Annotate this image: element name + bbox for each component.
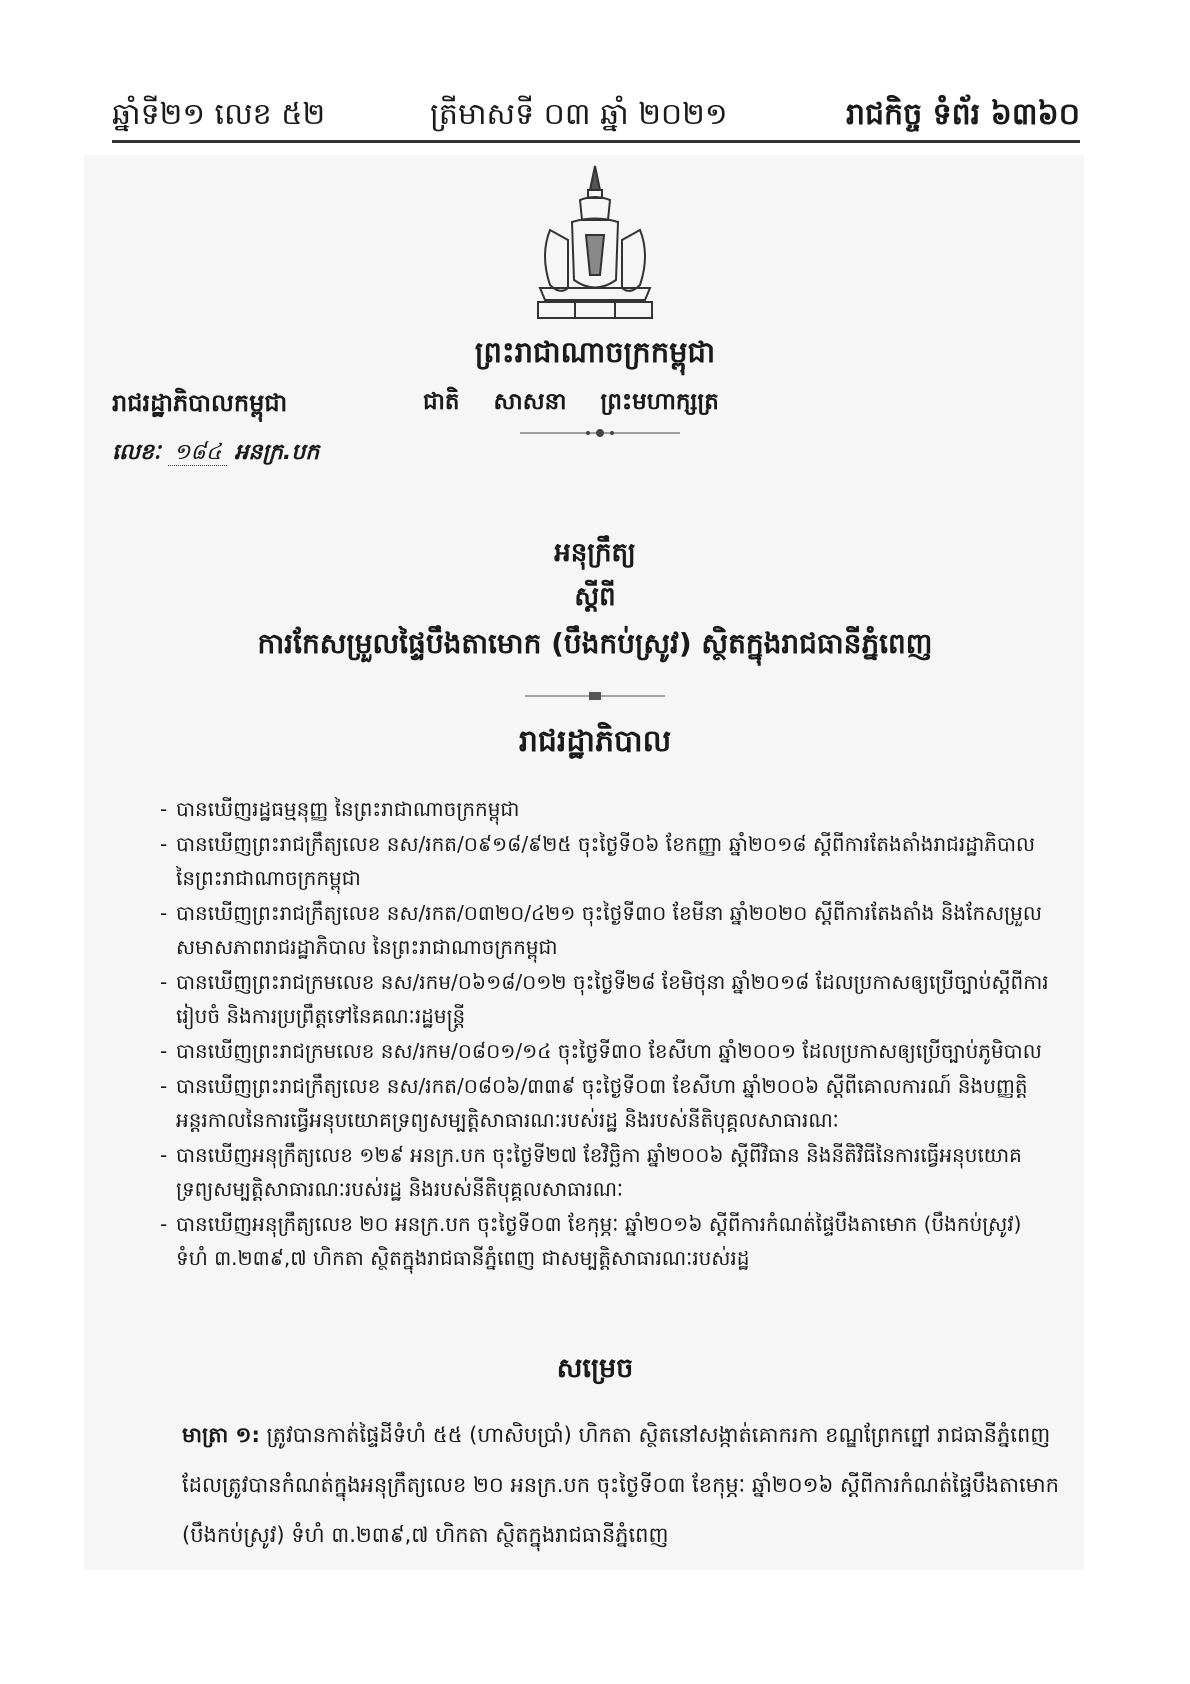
article-1-text: ត្រូវបានកាត់ផ្ទៃដីទំហំ ៥៥ (ហាសិបប្រាំ) ហិកតា ស្ថិតនៅសង្កាត់គោករកា ខណ្ឌព្រែកព្នៅ រាជធានីភ្នំពេញ ដែលត្រូវបានកំណត់ក្នុងអនុក្រឹត្យលេខ ២០ អនក្រ.បក ចុះថ្ងៃទី០៣ ខែកុម្ភៈ ឆ្នាំ២០១៦ ស្តីពីការកំណត់ផ្ទៃបឹងតាមោក (បឹងកប់ស្រូវ) ទំហំ ៣.២៣៩,៧ ហិកតា ស្ថិតក្នុងរាជធានីភ្នំពេញ [182,1423,1059,1547]
header-divider [112,140,1080,143]
recital-item: - បានឃើញព្រះរាជក្រឹត្យលេខ នស/រកត/០៨០៦/៣៣៩ ចុះថ្ងៃទី០៣ ខែសីហា ឆ្នាំ២០០៦ ស្តីពីគោលការណ៍ និងបញ្ញត្តិអន្តរកាលនៃការធ្វើអនុបយោគទ្រព្យសម្បត្តិសាធារណៈរបស់រដ្ឋ និងរបស់នីតិបុគ្គលសាធារណៈ [160,1069,1050,1137]
gazette-quarter: ត្រីមាសទី ០៣ ឆ្នាំ ២០២១ [430,97,728,132]
recital-item: - បានឃើញរដ្ឋធម្មនុញ្ញ នៃព្រះរាជាណាចក្រកម្ពុជា [160,792,1050,826]
kingdom-title: ព្រះរាជាណាចក្រកម្ពុជា [474,335,716,369]
article-1-label: មាត្រា ១: [182,1423,260,1447]
reference-value: ១៨៤ [168,440,228,466]
recital-item: - បានឃើញព្រះរាជក្រមលេខ នស/រកម/០៨០១/១៤ ចុះថ្ងៃទី៣០ ខែសីហា ឆ្នាំ២០០១ ដែលប្រកាសឲ្យប្រើច្បាប់ភូមិបាល [160,1034,1050,1068]
royal-emblem-icon [520,160,670,325]
gazette-issue: ឆ្នាំទី២១ លេខ ៥២ [112,97,326,132]
document-subject: ការកែសម្រួលផ្ទៃបឹងតាមោក (បឹងកប់ស្រូវ) ស្ថិតក្នុងរាជធានីភ្នំពេញ [257,627,933,660]
recital-item: - បានឃើញព្រះរាជក្រមលេខ នស/រកម/០៦១៨/០១២ ចុះថ្ងៃទី២៨ ខែមិថុនា ឆ្នាំ២០១៨ ដែលប្រកាសឲ្យប្រើច្បាប់ស្តីពីការរៀបចំ និងការប្រព្រឹត្តទៅនៃគណៈរដ្ឋមន្ត្រី [160,965,1050,1033]
recital-item: - បានឃើញព្រះរាជក្រឹត្យលេខ នស/រកត/០៣២០/៤២១ ចុះថ្ងៃទី៣០ ខែមីនា ឆ្នាំ២០២០ ស្តីពីការតែងតាំង និងកែសម្រួលសមាសភាពរាជរដ្ឋាភិបាល នៃព្រះរាជាណាចក្រកម្ពុជា [160,896,1050,964]
issuing-government: រាជរដ្ឋាភិបាលកម្ពុជា [112,389,288,417]
motto-king: ព្រះមហាក្សត្រ [600,389,719,415]
article-1 [182,1410,1062,1560]
motto-nation: ជាតិ [423,389,460,415]
document-about: ស្តីពី [574,582,616,612]
gazette-page: រាជកិច្ច ទំព័រ ៦៣៦០ [845,97,1080,132]
national-motto [423,388,745,421]
decision-heading: សម្រេច [556,1353,634,1384]
recitals-list [160,792,1050,1276]
reference-number [112,438,319,470]
recital-item: - បានឃើញអនុក្រឹត្យលេខ ១២៩ អនក្រ.បក ចុះថ្ងៃទី២៧ ខែវិច្ឆិកា ឆ្នាំ២០០៦ ស្តីពីវិធាន និងនីតិវិធីនៃការធ្វើអនុបយោគទ្រព្យសម្បត្តិសាធារណៈរបស់រដ្ឋ និងរបស់នីតិបុគ្គលសាធារណៈ [160,1138,1050,1206]
gazette-header [112,95,1080,143]
title-divider-icon [525,690,665,702]
document-type: អនុក្រឹត្យ [554,538,636,568]
reference-suffix: អនក្រ.បក [234,440,320,465]
motto-religion: សាសនា [493,389,567,415]
reference-label: លេខៈ [112,440,161,465]
recital-item: - បានឃើញព្រះរាជក្រឹត្យលេខ នស/រកត/០៩១៨/៩២៥ ចុះថ្ងៃទី០៦ ខែកញ្ញា ឆ្នាំ២០១៨ ស្តីពីការតែងតាំងរាជរដ្ឋាភិបាល នៃព្រះរាជាណាចក្រកម្ពុជា [160,827,1050,895]
ornament-divider-icon [520,424,680,442]
recital-item: - បានឃើញអនុក្រឹត្យលេខ ២០ អនក្រ.បក ចុះថ្ងៃទី០៣ ខែកុម្ភៈ ឆ្នាំ២០១៦ ស្តីពីការកំណត់ផ្ទៃបឹងតាមោក (បឹងកប់ស្រូវ) ទំហំ ៣.២៣៩,៧ ហិកតា ស្ថិតក្នុងរាជធានីភ្នំពេញ ជាសម្បត្តិសាធារណៈរបស់រដ្ឋ [160,1207,1050,1275]
issuing-authority: រាជរដ្ឋាភិបាល [518,724,672,759]
